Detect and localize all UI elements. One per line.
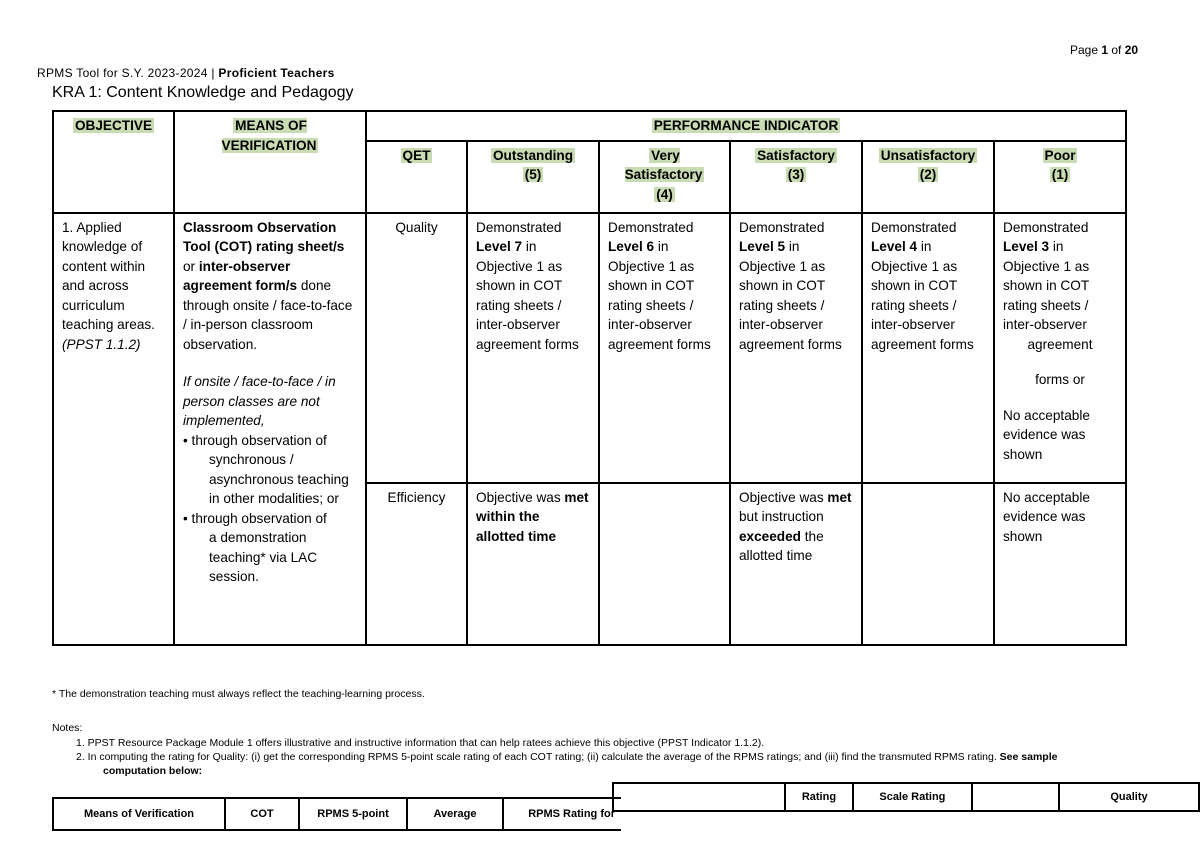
- notes-label: Notes:: [52, 722, 83, 734]
- header-rating-3: Satisfactory (3): [730, 141, 862, 213]
- note-1: 1. PPST Resource Package Module 1 offers illustrative and instructive information that can help ratees achieve this objective (PPST Indicator 1.1.2).: [76, 737, 765, 749]
- page-number: Page 1 of 20: [1070, 43, 1139, 57]
- objective-cell: 1. Applied knowledge of content within and across curriculum teaching areas. (PPST 1.1.2): [53, 213, 174, 645]
- br-scale-rating: Scale Rating: [853, 783, 972, 811]
- qet-efficiency: Efficiency: [366, 483, 467, 645]
- kra-title: KRA 1: Content Knowledge and Pedagogy: [52, 84, 354, 101]
- bl-mov: Means of Verification: [53, 798, 225, 830]
- header-rating-4: Very Satisfactory (4): [599, 141, 730, 213]
- document-header: RPMS Tool for S.Y. 2023-2024 | Proficient Teachers: [37, 66, 335, 80]
- br-empty-1: [613, 783, 785, 811]
- br-rating: Rating: [785, 783, 853, 811]
- mov-cell: Classroom Observation Tool (COT) rating sheet/s or inter-observer agreement form/s done through onsite / face-to-face / in-person classroom observation. If onsite / face-to-face / in person classes are not implemented, • through observation of synchronous / asynchronous teaching in other modalities; or • through observation of a demonstration teaching* via LAC session.: [174, 213, 366, 645]
- bl-cot: COT: [225, 798, 299, 830]
- quality-4: Demonstrated Level 6 in Objective 1 as shown in COT rating sheets / inter-observer agreement forms: [599, 213, 730, 483]
- footnote: * The demonstration teaching must always reflect the teaching-learning process.: [52, 688, 425, 700]
- efficiency-3: Objective was met but instruction exceeded the allotted time: [730, 483, 862, 645]
- quality-5: Demonstrated Level 7 in Objective 1 as shown in COT rating sheets / inter-observer agreement forms: [467, 213, 599, 483]
- bl-average: Average: [407, 798, 503, 830]
- efficiency-2: [862, 483, 994, 645]
- efficiency-1: No acceptable evidence was shown: [994, 483, 1126, 645]
- efficiency-4: [599, 483, 730, 645]
- header-mov: MEANS OF VERIFICATION: [174, 111, 366, 213]
- header-objective: OBJECTIVE: [53, 111, 174, 213]
- efficiency-5: Objective was met within the allotted time: [467, 483, 599, 645]
- header-rating-1: Poor (1): [994, 141, 1126, 213]
- br-quality: Quality: [1059, 783, 1199, 811]
- rpms-table: [52, 110, 1127, 646]
- bl-rpms5: RPMS 5-point: [299, 798, 407, 830]
- header-performance-indicator: PERFORMANCE INDICATOR: [366, 111, 1126, 141]
- note-2: 2. In computing the rating for Quality: (i) get the corresponding RPMS 5-point scale rating of each COT rating; (ii) calculate the average of the RPMS ratings; and (iii) find the transmuted RPMS rating. See sample: [76, 751, 1058, 763]
- bl-rpms-rating: RPMS Rating for: [503, 798, 621, 830]
- sample-computation-table-right: [612, 782, 1200, 812]
- sample-computation-table-left: [52, 797, 621, 831]
- quality-2: Demonstrated Level 4 in Objective 1 as shown in COT rating sheets / inter-observer agreement forms: [862, 213, 994, 483]
- quality-1: Demonstrated Level 3 in Objective 1 as shown in COT rating sheets / inter-observer agreement forms or No acceptable evidence was shown: [994, 213, 1126, 483]
- qet-quality: Quality: [366, 213, 467, 483]
- notes-list: [76, 736, 1136, 778]
- header-rating-5: Outstanding (5): [467, 141, 599, 213]
- header-qet: QET: [366, 141, 467, 213]
- header-rating-2: Unsatisfactory (2): [862, 141, 994, 213]
- br-empty-2: [972, 783, 1059, 811]
- quality-3: Demonstrated Level 5 in Objective 1 as shown in COT rating sheets / inter-observer agreement forms: [730, 213, 862, 483]
- note-2-continued: computation below:: [103, 765, 203, 777]
